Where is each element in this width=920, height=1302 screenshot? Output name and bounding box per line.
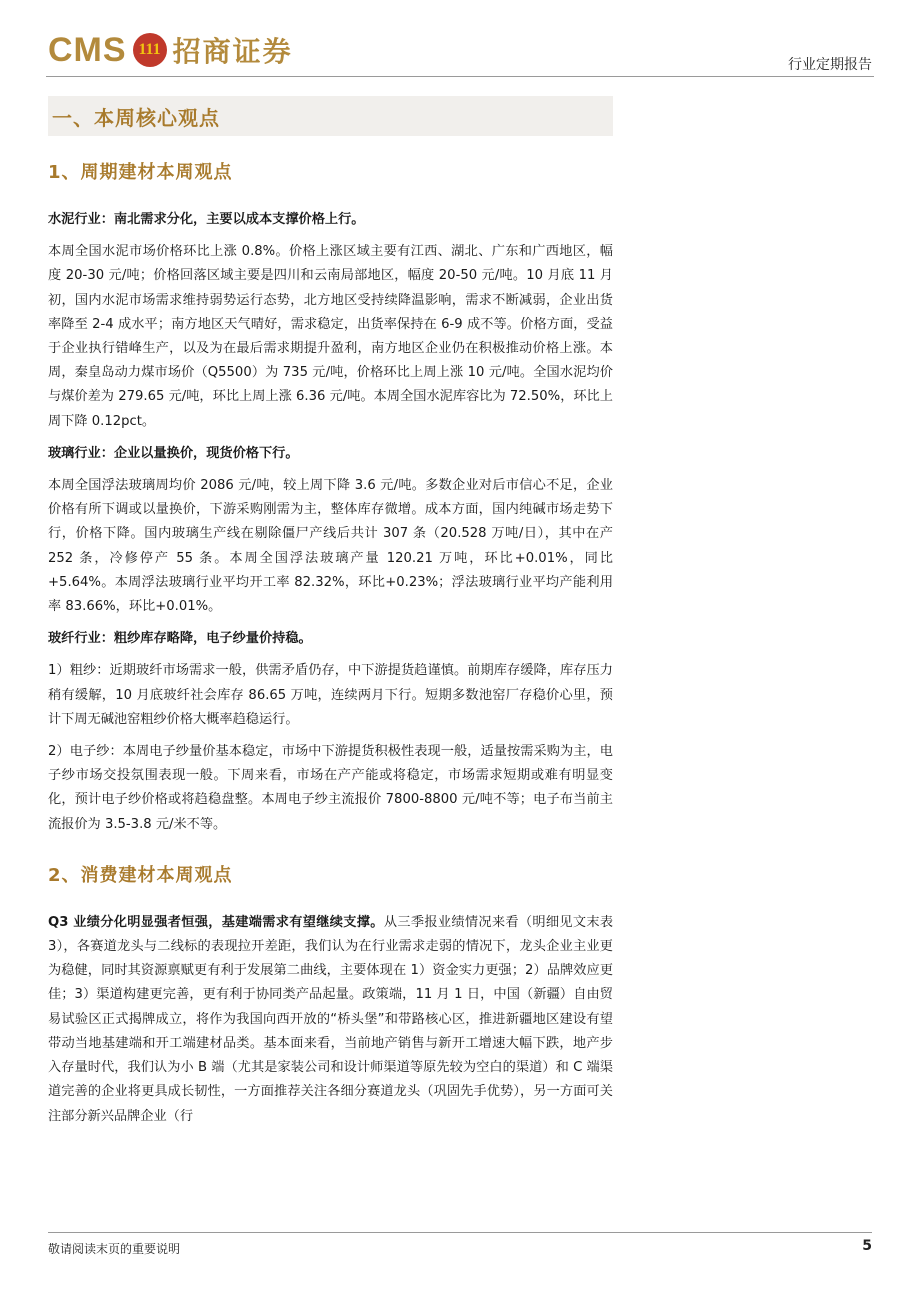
subsection-title-consumer: 2、消费建材本周观点 — [48, 864, 233, 886]
cms-logo — [48, 30, 293, 70]
cement-paragraph: 本周全国水泥市场价格环比上涨 0.8%。价格上涨区域主要有江西、湖北、广东和广西地区，幅度 20-30 元/吨；价格回落区域主要是四川和云南局部地区，幅度 20-50 元/吨。10 月底 11 月初，国内水泥市场需求维持弱势运行态势，北方地区受持续降温影响，需求不断减弱，企业出货率降至 2-4 成水平；南方地区天气晴好，需求稳定，出货率保持在 6-9 成不等。价格方面，受益于企业执行错峰生产，以及为在最后需求期提升盈利，南方地区企业仍在积极推动价格上涨。本周，秦皇岛动力煤市场价（Q5500）为 735 元/吨，价格环比上周上涨 10 元/吨。全国水泥均价与煤价差为 279.65 元/吨，环比上周上涨 6.36 元/吨。本周全国水泥库容比为 72.50%，环比上周下降 0.12pct。 — [48, 244, 613, 429]
consumer-paragraph — [48, 911, 613, 1129]
main-content — [48, 96, 613, 1137]
glass-paragraph: 本周全国浮法玻璃周均价 2086 元/吨，较上周下降 3.6 元/吨。多数企业对后市信心不足，企业价格有所下调或以量换价，下游采购刚需为主，整体库存微增。成本方面，国内纯碱市场走势下行，价格下降。国内玻璃生产线在剔除僵尸产线后共计 307 条（20.528 万吨/日），其中在产 252 条，冷修停产 55 条。本周全国浮法玻璃产量 120.21 万吨，环比+0.01%，同比+5.64%。本周浮法玻璃行业平均开工率 82.32%，环比+0.23%；浮法玻璃行业平均产能利用率 83.66%，环比+0.01%。 — [48, 478, 613, 615]
logo-emblem-icon: 111 — [133, 33, 167, 67]
subsection-title-cyclical: 1、周期建材本周观点 — [48, 162, 233, 183]
logo-chinese-name: 招商证券 — [172, 35, 293, 68]
disclaimer-note: 敬请阅读末页的重要说明 — [48, 1242, 181, 1256]
footer-divider — [48, 1232, 872, 1233]
consumer-lead-bold: Q3 业绩分化明显强者恒强，基建端需求有望继续支撑。 — [48, 914, 384, 930]
fiberglass-heading: 玻纤行业：粗纱库存略降，电子纱量价持稳。 — [48, 631, 312, 647]
consumer-body-text: 从三季报业绩情况来看（明细见文末表 3），各赛道龙头与二线标的表现拉开差距，我们认为在行业需求走弱的情况下，龙头企业主业更为稳健，同时其资源禀赋更有利于发展第二曲线，主要体现在 1）资金实力更强；2）品牌效应更佳；3）渠道构建更完善，更有利于协同类产品起量。政策端，11 月 1 日，中国（新疆）自由贸易试验区正式揭牌成立，将作为我国向西开放的“桥头堡”和带路核心区，推进新疆地区建设有望带动当地基建端和开工端建材品类。基本面来看，当前地产销售与新开工增速大幅下跌，地产步入存量时代，我们认为小 B 端（尤其是家装公司和设计师渠道等原先较为空白的渠道）和 C 端渠道完善的企业将更具成长韧性，一方面推荐关注各细分赛道龙头（巩固先手优势），另一方面可关注部分新兴品牌企业（行 — [48, 914, 614, 1124]
section-title: 一、本周核心观点 — [52, 105, 220, 130]
glass-heading: 玻璃行业：企业以量换价，现货价格下行。 — [48, 445, 299, 461]
page-number: 5 — [862, 1238, 872, 1254]
logo-latin: CMS — [48, 30, 127, 69]
page-header — [0, 0, 920, 80]
section-heading-band — [48, 96, 613, 136]
fiberglass-yarn-paragraph: 2）电子纱：本周电子纱量价基本稳定，市场中下游提货积极性表现一般，适量按需采购为主，电子纱市场交投氛围表现一般。下周来看，市场在产产能或将稳定，市场需求短期或难有明显变化，预计电子纱价格或将趋稳盘整。本周电子纱主流报价 7800-8800 元/吨不等；电子布当前主流报价为 3.5-3.8 元/米不等。 — [48, 744, 613, 832]
report-type-label: 行业定期报告 — [788, 57, 872, 73]
header-divider — [46, 76, 874, 77]
page-footer — [48, 1232, 872, 1272]
cement-heading: 水泥行业：南北需求分化，主要以成本支撑价格上行。 — [48, 212, 365, 227]
fiberglass-roving-paragraph: 1）粗纱：近期玻纤市场需求一般，供需矛盾仍存，中下游提货趋谨慎。前期库存缓降，库存压力稍有缓解，10 月底玻纤社会库存 86.65 万吨，连续两月下行。短期多数池窑厂存稳价心里，预计下周无碱池窑粗纱价格大概率趋稳运行。 — [48, 663, 613, 727]
